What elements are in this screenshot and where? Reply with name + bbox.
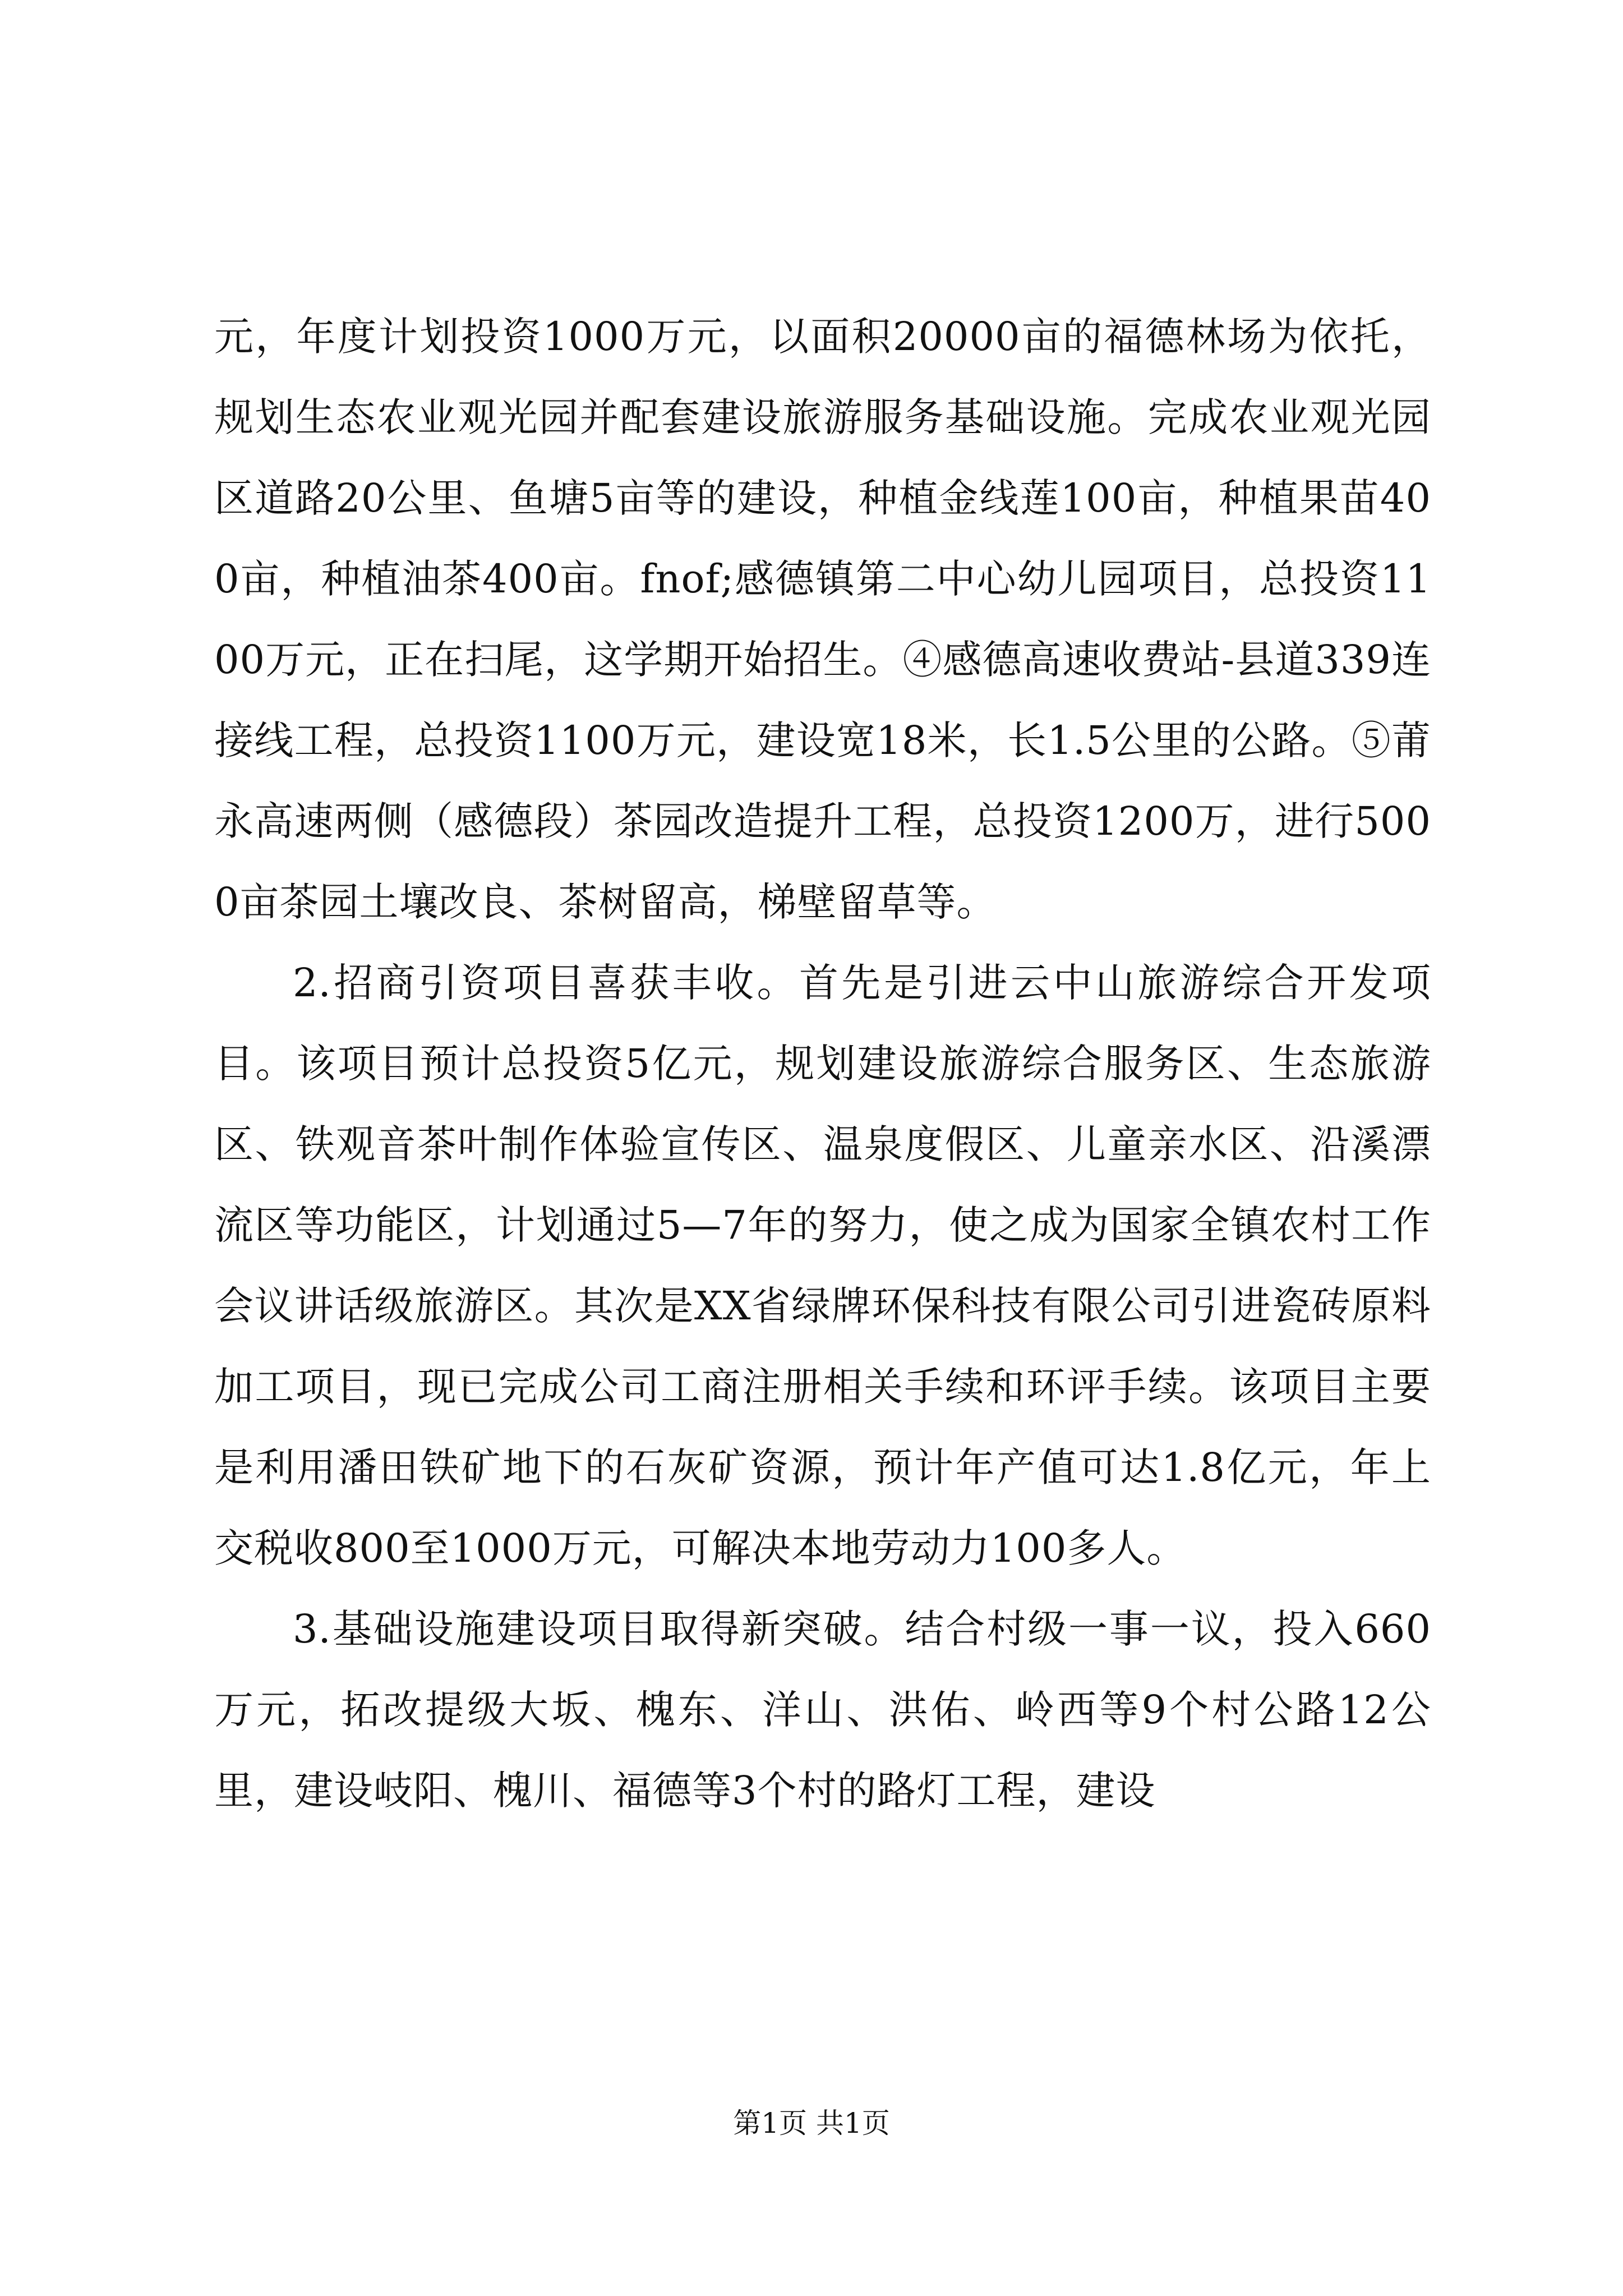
paragraph-3: 3.基础设施建设项目取得新突破。结合村级一事一议，投入660万元，拓改提级大坂、槐东、洋山、洪佑、岭西等9个村公路12公里，建设岐阳、槐川、福德等3个村的路灯工程，建设 (214, 1606, 1431, 1814)
paragraph-1: 元，年度计划投资1000万元，以面积20000亩的福德林场为依托，规划生态农业观光园并配套建设旅游服务基础设施。完成农业观光园区道路20公里、鱼塘5亩等的建设，种植金线莲100亩，种植果苗400亩，种植油茶400亩。fnof;感德镇第二中心幼儿园项目，总投资1100万元，正在扫尾，这学期开始招生。④感德高速收费站-县道339连接线工程，总投资1100万元，建设宽18米，长1.5公里的公路。⑤莆永高速两侧（感德段）茶园改造提升工程，总投资1200万，进行5000亩茶园土壤改良、茶树留高，梯壁留草等。 (214, 314, 1431, 925)
page-footer: 第1页 共1页 (733, 2107, 890, 2139)
paragraph-2: 2.招商引资项目喜获丰收。首先是引进云中山旅游综合开发项目。该项目预计总投资5亿元，规划建设旅游综合服务区、生态旅游区、铁观音茶叶制作体验宣传区、温泉度假区、儿童亲水区、沿溪漂流区等功能区，计划通过5—7年的努力，使之成为国家全镇农村工作会议讲话级旅游区。其次是XX省绿牌环保科技有限公司引进瓷砖原料加工项目，现已完成公司工商注册相关手续和环评手续。该项目主要是利用潘田铁矿地下的石灰矿资源，预计年产值可达1.8亿元，年上交税收800至1000万元，可解决本地劳动力100多人。 (214, 960, 1431, 1571)
document-body (214, 296, 1431, 1831)
